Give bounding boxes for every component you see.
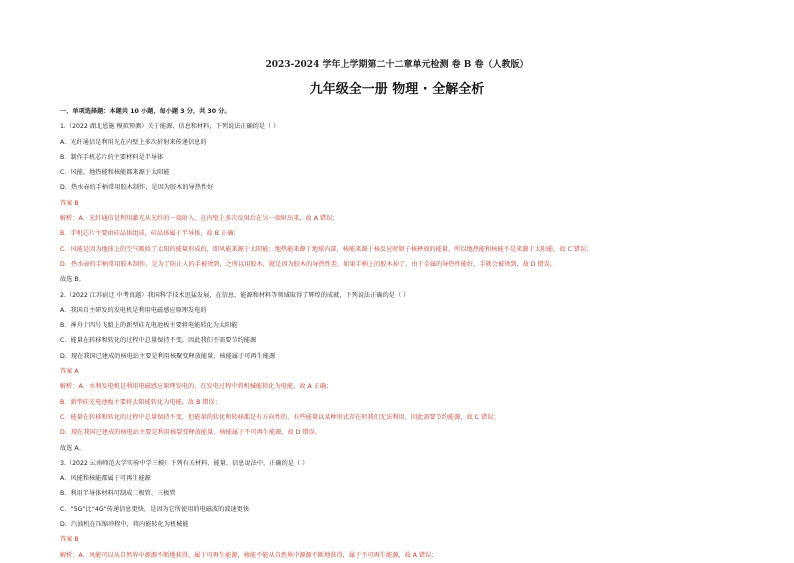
question-line: A．我国自主研发的发电机是利用电磁感应原理发电的 bbox=[60, 306, 207, 314]
document-title: 九年级全一册 物理 · 全解全析 bbox=[309, 82, 485, 97]
answer-line: B．手机芯片主要由硅晶体组成，硅晶体属于半导体，故 B 正确； bbox=[60, 230, 240, 238]
question-line: D．现在我国已建成的核电站主要是利用核聚变释放能量，核能属于可再生能源 bbox=[60, 352, 276, 360]
question-line: 1.（2022 湖北恩施 模拟预测）关于能源、信息和材料，下列说法正确的是（ ） bbox=[60, 123, 280, 131]
document-body bbox=[60, 104, 740, 563]
question-line: 故选 A。 bbox=[60, 444, 85, 452]
answer-line: 解析：A．水利发电机是利用电磁感应原理发电的，在发电过程中将机械能转化为电能，故 A 正确； bbox=[60, 383, 333, 391]
answer-line: 答案 B bbox=[60, 199, 79, 207]
question-line: C．能量在转移和转化的过程中总量保持不变，因此我们不需要节约能源 bbox=[60, 337, 257, 345]
question-line: D．热水壶的手柄常用胶木制作，是因为胶木的导热性好 bbox=[60, 184, 214, 192]
section-heading: 一、单项选择题：本题共 10 小题，每小题 3 分，共 30 分。 bbox=[60, 108, 231, 115]
question-line: C．“5G”比“4G”传递信息更快，是因为它所使用的电磁波的波速更快 bbox=[60, 505, 250, 513]
answer-line: D．现在我国已建成的核电站主要是利用核裂变释放能量，核能属于不可再生能源，故 D 错误。 bbox=[60, 429, 321, 437]
document-header: 2023-2024 学年上学期第二十二章单元检测 卷 B 卷（人教版） bbox=[265, 60, 529, 70]
question-line: A．风能和核能都属于可再生能源 bbox=[60, 475, 151, 483]
answer-line: 答案 A bbox=[60, 368, 79, 376]
answer-line: 解析：A．光纤通信是利用激光从光纤的一端射入，在内壁上多次反射后在另一端射出来，故 A 错误； bbox=[60, 215, 339, 223]
answer-line: C．能量在转移和转化的过程中总量保持不变，但能量的转化和转移都是有方向性的，有些能量以某种形式存在时我们无法利用，因此需要节约能源，故 C 错误； bbox=[60, 413, 500, 421]
answer-line: B．新型硅光电池板主要将太阳能转化为电能，故 B 错误； bbox=[60, 398, 221, 406]
answer-line: D．热水壶的手柄常用胶木制作，是为了防止人的手被烫到，之所以用胶木，就是因为胶木的导热性差，如果手柄上的胶木掉了，由于金属的导热性能好，手就会被烫到，故 D 错误。 bbox=[60, 260, 557, 268]
question-line: B．神舟十四号飞船上的新型硅光电池板主要将电能转化为太阳能 bbox=[60, 322, 238, 330]
question-line: A．光纤通信是利用光在内壁上多次折射来传递信息的 bbox=[60, 138, 207, 146]
question-line: 故选 B。 bbox=[60, 276, 85, 284]
answer-line: 答案 B bbox=[60, 536, 79, 544]
question-line: 3.（2022 云南师范大学实验中学三模）下列有关材料、能量、信息说法中，正确的是（ ） bbox=[60, 459, 309, 467]
answer-line: C．风能是因为地球上的空气吸收了太阳的能量形成的，即风能来源于太阳能；地热能来源于地球内部，核能来源于核反应时原子核释放的能量，所以地热能和核能不是来源于太阳能，故 C 错误； bbox=[60, 245, 593, 253]
question-line: B．制作手机芯片的主要材料是半导体 bbox=[60, 153, 164, 161]
answer-line: 解析：A．风能可以从自然界中源源不断地获得，属于可再生能源，核能不能从自然界中源源不断地获得，属于不可再生能源，故 A 错误； bbox=[60, 551, 438, 559]
question-line: C．风能、地热能和核能都来源于太阳能 bbox=[60, 169, 170, 177]
question-line: 2.（2022 江苏宿迁 中考真题）我国科学技术迅猛发展，在信息、能源和材料等领域取得了辉煌的成就，下列说法正确的是（ ） bbox=[60, 291, 410, 299]
question-line: D．汽油机在压缩冲程中，将内能转化为机械能 bbox=[60, 521, 189, 529]
question-line: B．利用半导体材料可制成二极管、三极管 bbox=[60, 490, 176, 498]
